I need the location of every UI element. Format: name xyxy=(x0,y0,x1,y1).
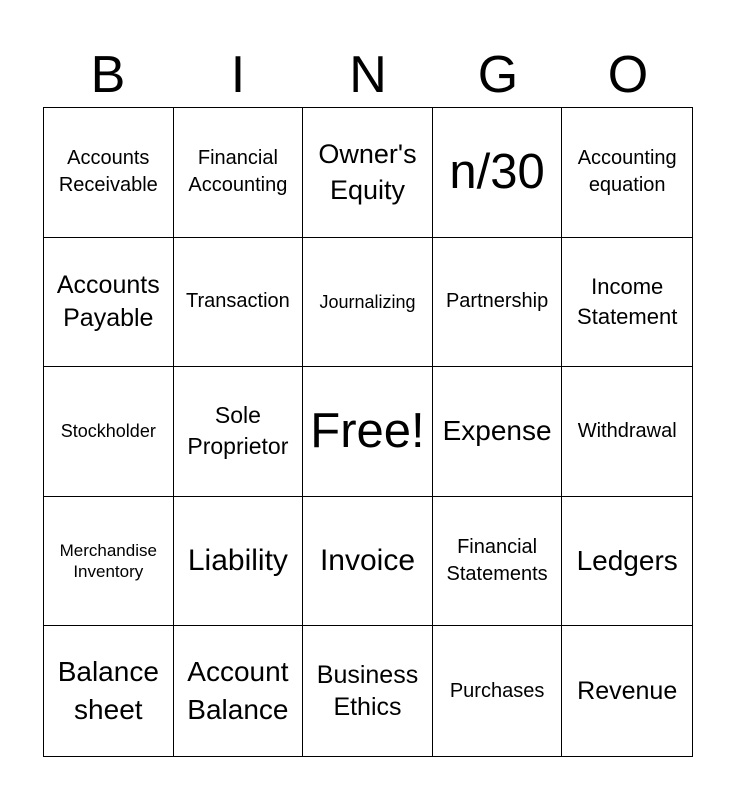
cell-label: Account Balance xyxy=(187,656,289,726)
bingo-cell[interactable] xyxy=(44,497,174,627)
cell-label: Financial Statements xyxy=(446,536,548,586)
cell-label: Purchases xyxy=(449,679,545,702)
cell-label: Business Ethics xyxy=(316,660,419,722)
bingo-cell[interactable] xyxy=(562,108,692,238)
bingo-header xyxy=(43,44,693,106)
cell-label: Financial Accounting xyxy=(188,147,288,197)
bingo-cell[interactable] xyxy=(174,367,304,497)
cell-label: Income Statement xyxy=(577,274,678,329)
cell-label: Accounts Payable xyxy=(56,271,160,332)
header-letter-n: N xyxy=(349,46,387,104)
cell-label: Liability xyxy=(187,544,288,578)
cell-label: Withdrawal xyxy=(577,419,677,442)
cell-label: Accounting equation xyxy=(577,147,677,197)
bingo-cell[interactable] xyxy=(44,108,174,238)
bingo-cell[interactable] xyxy=(44,626,174,756)
bingo-cell[interactable] xyxy=(303,497,433,627)
cell-label: Sole Proprietor xyxy=(187,402,289,460)
bingo-cell[interactable] xyxy=(433,108,563,238)
bingo-cell[interactable] xyxy=(174,108,304,238)
cell-label: Expense xyxy=(442,415,552,447)
header-letter-g: G xyxy=(477,46,519,104)
cell-label: Merchandise Inventory xyxy=(59,540,157,582)
bingo-cell[interactable] xyxy=(44,367,174,497)
cell-label: Transaction xyxy=(186,290,290,313)
header-letter-b: B xyxy=(90,46,126,104)
cell-label: Revenue xyxy=(577,676,678,705)
cell-label: Balance sheet xyxy=(57,656,159,726)
header-letter-o: O xyxy=(607,46,649,104)
bingo-cell[interactable] xyxy=(44,238,174,368)
bingo-cell[interactable] xyxy=(303,108,433,238)
cell-label: Accounts Receivable xyxy=(58,147,158,197)
cell-label: Partnership xyxy=(445,290,549,313)
header-letter-i: I xyxy=(230,46,246,104)
bingo-cell[interactable] xyxy=(303,238,433,368)
bingo-cell[interactable] xyxy=(562,626,692,756)
cell-label: Owner's Equity xyxy=(318,138,417,206)
bingo-cell[interactable] xyxy=(433,238,563,368)
bingo-cell[interactable] xyxy=(303,626,433,756)
cell-label: Journalizing xyxy=(319,291,416,312)
cell-label: Ledgers xyxy=(576,544,678,576)
cell-label: Stockholder xyxy=(60,421,156,442)
bingo-cell[interactable] xyxy=(433,367,563,497)
bingo-cell[interactable] xyxy=(174,626,304,756)
cell-label: Free! xyxy=(310,403,425,458)
bingo-cell[interactable] xyxy=(562,497,692,627)
bingo-cell[interactable] xyxy=(562,367,692,497)
cell-label: n/30 xyxy=(449,144,545,199)
bingo-cell free-space[interactable] xyxy=(303,367,433,497)
bingo-cell[interactable] xyxy=(174,238,304,368)
cell-label: Invoice xyxy=(319,544,416,578)
bingo-cell[interactable] xyxy=(433,626,563,756)
bingo-cell[interactable] xyxy=(562,238,692,368)
bingo-cell[interactable] xyxy=(433,497,563,627)
bingo-board xyxy=(43,107,693,757)
bingo-cell[interactable] xyxy=(174,497,304,627)
